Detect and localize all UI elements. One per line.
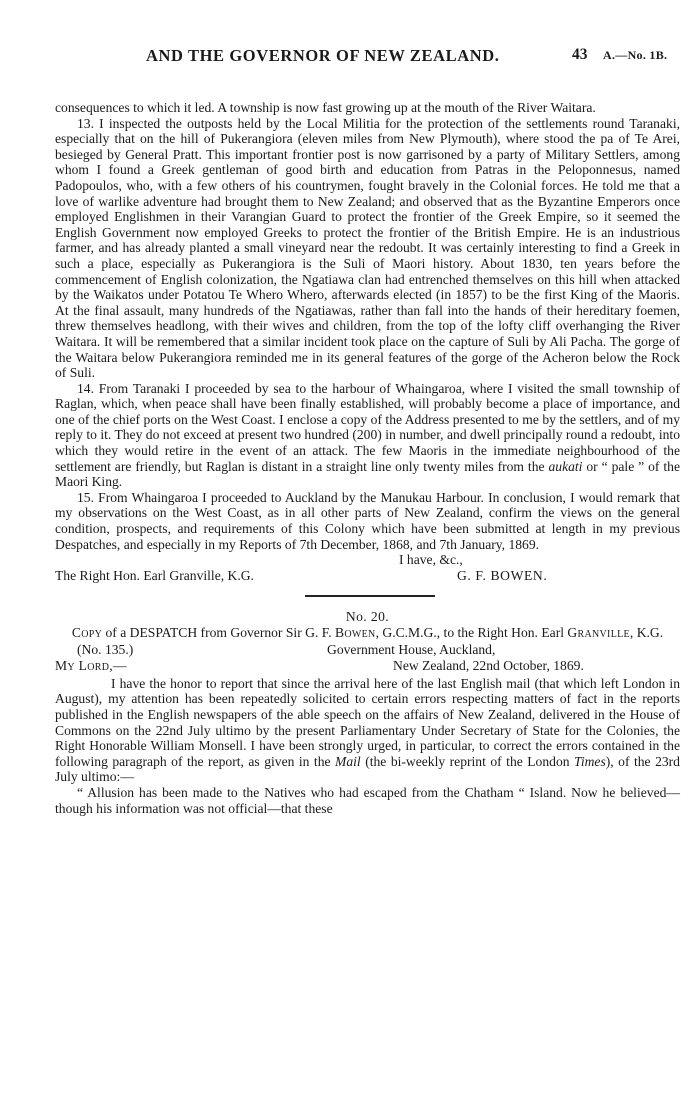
signatory-name: G. F. BOWEN. <box>457 568 548 584</box>
title-copy: Copy <box>71 624 103 640</box>
mail-title: Mail <box>335 753 361 769</box>
document-reference: A.—No. 1B. <box>603 48 668 62</box>
times-title: Times <box>574 753 606 769</box>
title-granville: Granville <box>567 624 630 640</box>
despatch-title <box>55 625 680 641</box>
despatch-para-mid: (the bi-weekly reprint of the London <box>360 753 575 769</box>
despatch-reference-number: (No. 135.) <box>77 641 134 657</box>
title-bowen: Bowen <box>335 624 376 640</box>
page-number: 43 <box>572 46 588 63</box>
title-end: , K.G. <box>629 624 664 640</box>
paragraph-15: 15. From Whaingaroa I proceeded to Auckland by the Manukau Harbour. In conclusion, I would remark that my observations on the West Coast, as in all other parts of New Zealand, confirm the views on the general condition, prospects, and requirements of this Colony which have been submitted at length in my previous Despatches, and especially in my Reports of 7th December, 1868, and 7th January, 1869. <box>55 489 680 552</box>
despatch-paragraph-1 <box>55 676 680 785</box>
page-header <box>0 46 700 70</box>
aukati-term: aukati <box>548 458 583 474</box>
paragraph-14-text: 14. From Taranaki I proceeded by sea to the harbour of Whaingaroa, where I visited the small township of Raglan, which, when peace shall have been finally established, will probably become a place of importance, and one of the chief ports on the West Coast. I enclose a copy of the Address presented to me by the settlers, and of my reply to it. They do not exceed at present two hundred (200) in number, and dwell principally round a redoubt, into which they would retire in the event of an attack. The few Maoris in the immediate neighbourhood of the settlement are friendly, but Raglan is distant in a straight line only twenty miles from the <box>55 380 680 474</box>
paragraph-14-end: or “ pale ” of the Maori King. <box>55 458 680 490</box>
addressee: The Right Hon. Earl Granville, K.G. <box>55 568 254 584</box>
paragraph-13: 13. I inspected the outposts held by the Local Militia for the protection of the settlements round Taranaki, especially that on the hill of Pukerangiora (eleven miles from New Plymouth), where stood the pa of Te Arei, besieged by General Pratt. This important frontier post is now garrisoned by a party of Military Settlers, among whom I found a Greek gentleman of good birth and education from Patras in the Peloponnesus, named Padopoulos, who, with a few others of his countrymen, fought bravely in the Colonial forces. He told me that a love of warlike adventure had brought them to New Zealand; and observed that as the Byzantine Emperors once employed Englishmen in their Varangian Guard to protect the frontier of the Greek Empire, so it seemed the English Government now employed Greeks to protect the frontier of the British Empire. He is an industrious farmer, and has already planted a small vineyard near the redoubt. It was certainly interesting to find a Greek in such a place, especially as Pukerangiora is the Suli of Maori history. About 1830, ten years before the commencement of English colonization, the Ngatiawa clan had entrenched themselves on this hill when attacked by the Waikatos under Potatou Te Whero Whero, afterwards elected (in 1857) to be the first King of the Maoris. At the final assault, many hundreds of the Ngatiawas, rather than fall into the hands of their hereditary foemen, threw themselves headlong, with their wives and children, from the top of the lofty cliff overhanging the River Waitara. It will be remembered that a similar incident took place on the capture of Suli by Ali Pacha. The gorge of the Waitara below Pukerangiora reminded me in its general features of the gorge of the Acheron below the Rock of Suli. <box>55 115 680 381</box>
despatch-number: No. 20. <box>345 609 390 625</box>
paragraph-continuation: consequences to which it led. A township is now fast growing up at the mouth of the River Waitara. <box>55 100 596 115</box>
section-divider <box>305 595 435 597</box>
salutation: My Lord,— <box>55 657 127 673</box>
paragraph-14 <box>55 381 680 490</box>
title-part-2: , G.C.M.G., to the Right Hon. Earl <box>375 624 568 640</box>
despatch-para-end: ), of the 23rd July ultimo:— <box>55 753 680 785</box>
title-part-1: of a DESPATCH from Governor Sir G. F. <box>102 624 336 640</box>
quoted-passage: “ Allusion has been made to the Natives who had escaped from the Chatham “ Island. Now he believed—though his information was not official—that these <box>55 784 680 816</box>
address-line-2: New Zealand, 22nd October, 1869. <box>393 657 584 673</box>
signature-block <box>55 552 680 586</box>
closing-line: I have, &c., <box>399 552 463 568</box>
despatch-para-text: I have the honor to report that since the arrival here of the last English mail (that which left London in August), my attention has been repeatedly solicited to certain errors respecting matters of fact in the reports published in the English newspapers of the able speech on the affairs of New Zealand, delivered in the House of Commons on the 22nd July ultimo by the present Parliamentary Under Secretary of State for the Colonies, the Right Honorable William Monsell. I have been strongly urged, in particular, to correct the errors contained in the following paragraph of the report, as given in the <box>55 675 680 769</box>
document-body <box>55 100 680 816</box>
address-block <box>55 642 680 676</box>
address-line-1: Government House, Auckland, <box>327 641 496 657</box>
running-title: AND THE GOVERNOR OF NEW ZEALAND. <box>146 46 500 65</box>
